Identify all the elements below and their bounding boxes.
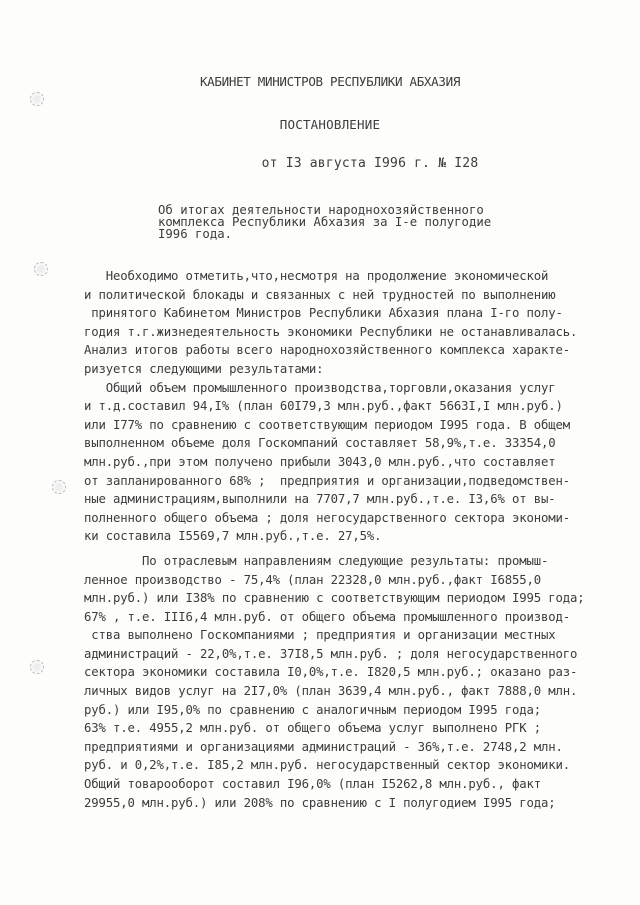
- body-line: 29955,0 млн.руб.) или 208% по сравнению с I полугодием I995 года;: [84, 795, 556, 810]
- body-line: 67% , т.е. III6,4 млн.руб. от общего объема промышленного производ-: [84, 609, 570, 624]
- body-line: от запланированного 68% ; предприятия и организации,подведомствен-: [84, 473, 570, 488]
- subject-line: Об итогах деятельности народнохозяйственного: [158, 203, 484, 217]
- body-line: сектора экономики составила I0,0%,т.е. I820,5 млн.руб.; оказано раз-: [84, 665, 578, 680]
- punch-hole-mark: [30, 92, 44, 106]
- body-line: Необходимо отметить,что,несмотря на продолжение экономической: [84, 269, 549, 283]
- body-line: ные администрациям,выполнили на 7707,7 млн.руб.,т.е. I3,6% от вы-: [84, 492, 556, 507]
- body-line: ленное производство - 75,4% (план 22328,0 млн.руб.,факт I6855,0: [84, 572, 541, 587]
- punch-hole-mark: [34, 262, 48, 276]
- body-line: руб.) или I95,0% по сравнению с аналогичным периодом I995 года;: [84, 702, 541, 717]
- body-line: принятого Кабинетом Министров Республики Абхазия плана I-го полу-: [84, 306, 563, 321]
- subject-line: комплекса Республики Абхазия за I-е полугодие: [158, 215, 492, 229]
- body-line: Общий товарооборот составил I96,0% (план I5262,8 млн.руб., факт: [84, 777, 541, 792]
- body-line: личных видов услуг на 2I7,0% (план 3639,4 млн.руб., факт 7888,0 млн.: [84, 684, 578, 699]
- punch-hole-mark: [30, 660, 44, 674]
- body-line: и т.д.составил 94,I% (план 60I79,3 млн.руб.,факт 5663I,I млн.руб.): [84, 399, 563, 414]
- date-number-line: от I3 августа I996 г. № I28: [261, 156, 479, 171]
- document-subject: [158, 204, 538, 240]
- body-line: годия т.г.жизнедеятельность экономики Республики не останавливалась.: [84, 324, 578, 339]
- body-line: 63% т.е. 4955,2 млн.руб. от общего объема услуг выполнено РГК ;: [84, 721, 541, 736]
- body-line: ризуется следующими результатами:: [84, 361, 324, 376]
- body-line: Общий объем промышленного производства,торговли,оказания услуг: [84, 380, 556, 395]
- body-line: ства выполнено Госкомпаниями ; предприятия и организации местных: [84, 628, 556, 643]
- body-line: полненного общего объема ; доля негосударственного сектора экономи-: [84, 510, 570, 525]
- body-line: ки составила I5569,7 млн.руб.,т.е. 27,5%.: [84, 529, 382, 544]
- punch-hole-mark: [52, 480, 66, 494]
- document-body: [84, 267, 624, 812]
- document-type-heading: ПОСТАНОВЛЕНИЕ: [279, 117, 381, 132]
- body-line: выполненном объеме доля Госкомпаний составляет 58,9%,т.е. 33354,0: [84, 436, 556, 451]
- body-line: Анализ итогов работы всего народнохозяйственного комплекса характе-: [84, 343, 570, 358]
- subject-line: I996 года.: [158, 227, 233, 241]
- body-line: млн.руб.,при этом получено прибыли 3043,0 млн.руб.,что составляет: [84, 454, 556, 469]
- body-line: млн.руб.) или I38% по сравнению с соответствующим периодом I995 года;: [84, 591, 585, 606]
- body-line: администраций - 22,0%,т.е. 37I8,5 млн.руб. ; доля негосударственного: [84, 646, 578, 661]
- body-line: предприятиями и организациями администраций - 36%,т.е. 2748,2 млн.: [84, 739, 563, 754]
- cabinet-heading: КАБИНЕТ МИНИСТРОВ РЕСПУБЛИКИ АБХАЗИЯ: [199, 74, 461, 89]
- body-line: По отраслевым направлениям следующие результаты: промыш-: [84, 553, 549, 568]
- body-line: руб. и 0,2%,т.е. I85,2 млн.руб. негосударственный сектор экономики.: [84, 758, 570, 773]
- body-line: или I77% по сравнению с соответствующим периодом I995 года. В общем: [84, 417, 570, 432]
- body-line: и политической блокады и связанных с ней трудностей по выполнению: [84, 287, 556, 302]
